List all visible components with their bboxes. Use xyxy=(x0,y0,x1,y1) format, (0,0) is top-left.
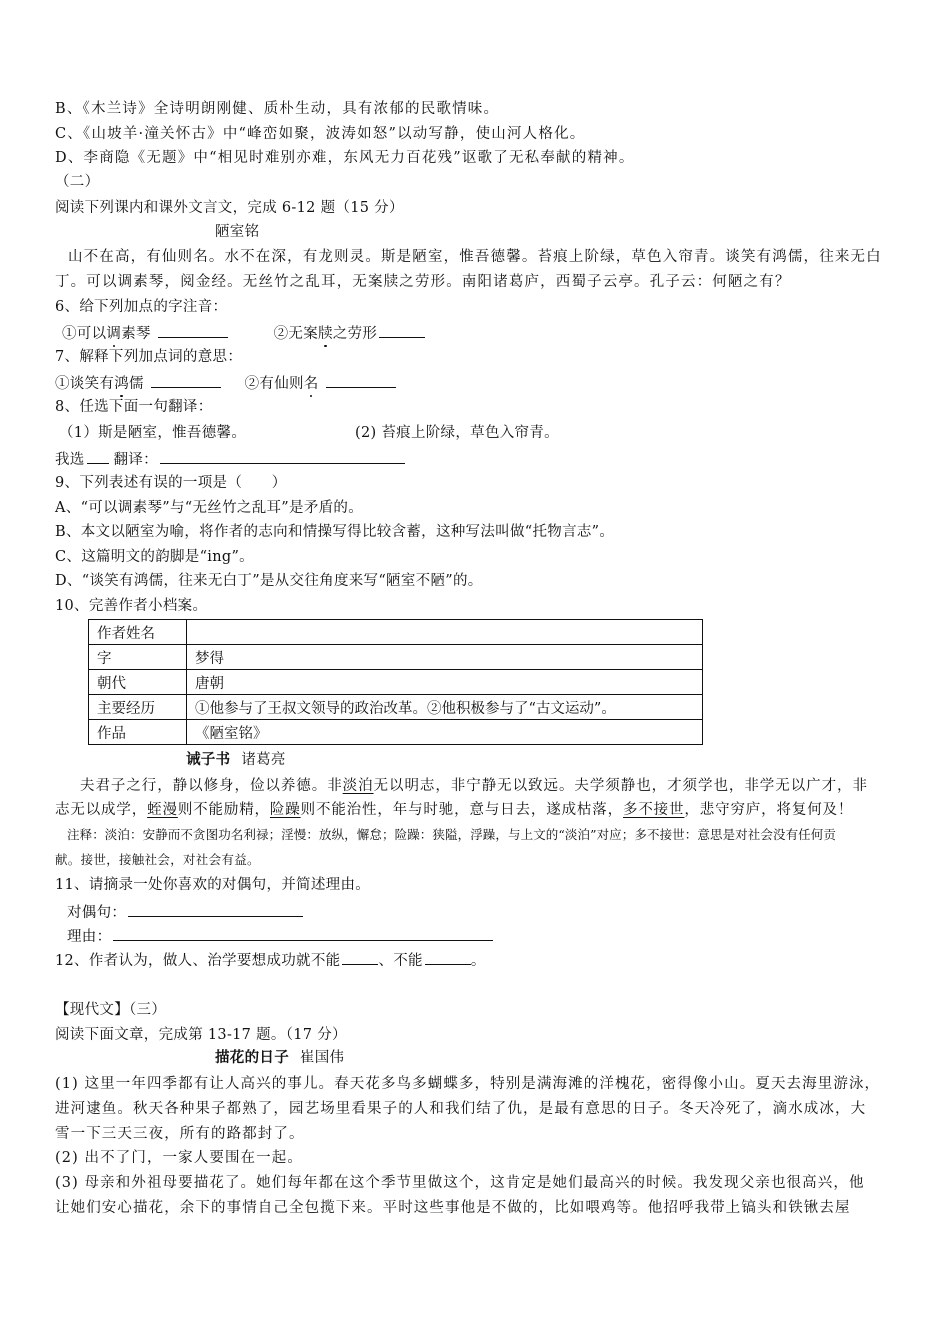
q12-mid: 、不能 xyxy=(378,953,423,969)
jiezishu-text: 无以明志，非宁静无以致远。夫学须静也，才须学也，非学无以广才，非 xyxy=(373,778,868,794)
part2-label: （二） xyxy=(55,174,100,190)
author-profile-table xyxy=(88,619,703,745)
q8-translate-blank[interactable] xyxy=(160,448,405,464)
q11-duiou xyxy=(67,901,303,923)
q11-duiou-label: 对偶句： xyxy=(67,905,127,921)
q10-stem: 10、完善作者小档案。 xyxy=(55,598,208,614)
q6-item1-post: 素琴 xyxy=(121,326,151,342)
q5-option-c: C、《山坡羊·潼关怀古》中“峰峦如聚，波涛如怒”以动写静，使山河人格化。 xyxy=(55,126,586,142)
q6-item1-pre: ①可以 xyxy=(62,326,107,342)
profile-value[interactable] xyxy=(187,620,703,645)
q6-item1-dot: 调 xyxy=(106,326,122,342)
q11-stem: 11、请摘录一处你喜欢的对偶句，并简述理由。 xyxy=(55,877,371,893)
q7-item1-post: 儒 xyxy=(129,376,144,392)
modern-p1-line-3: 雪一下三天三夜，所有的路都封了。 xyxy=(55,1126,305,1142)
jiezishu-line-2 xyxy=(55,800,853,820)
modern-p3-line-2: 让她们安心描花，余下的事情自己全包揽下来。平时这些事他是不做的，比如喂鸡等。他招呼我带上镐头和铁锹去屋 xyxy=(55,1200,851,1216)
profile-value: 梦得 xyxy=(187,645,703,670)
q12-blank-1[interactable] xyxy=(342,949,378,965)
profile-key: 作者姓名 xyxy=(89,620,187,645)
q7-item2-dot: 名 xyxy=(303,376,319,392)
profile-key: 朝代 xyxy=(89,670,187,695)
jiezishu-text: 夫君子之行，静以修身，俭以养德。非 xyxy=(80,778,343,794)
q7-item2-pre: ②有仙则 xyxy=(244,376,304,392)
q6-item2-pre: ②无案 xyxy=(273,326,318,342)
q8-translate-label: 翻译： xyxy=(113,452,158,468)
profile-value: 唐朝 xyxy=(187,670,703,695)
profile-key: 字 xyxy=(89,645,187,670)
q8-option-1: （1）斯是陋室，惟吾德馨。 xyxy=(59,425,247,441)
q6-item2-dot: 牍 xyxy=(318,326,333,342)
jiezishu-text: 则不能治性，年与时驰，意与日去，遂成枯落， xyxy=(300,802,623,818)
jiezishu-text: 则不能励精， xyxy=(177,802,270,818)
q11-reason-label: 理由： xyxy=(67,929,112,945)
q7-item1-pre: ①谈笑有 xyxy=(55,376,115,392)
q8-answer xyxy=(55,448,405,470)
part2-instruction: 阅读下列课内和课外文言文，完成 6-12 题（15 分） xyxy=(55,200,404,216)
q12-post: 。 xyxy=(470,953,486,969)
jiezishu-line-1 xyxy=(80,776,868,796)
modern-instruction: 阅读下面文章，完成第 13-17 题。（17 分） xyxy=(55,1027,347,1043)
q12-pre: 12、作者认为，做人、治学要想成功就不能 xyxy=(55,953,341,969)
jiezishu-text: ，悲守穷庐，将复何及！ xyxy=(684,802,854,818)
q8-choose-label: 我选 xyxy=(55,452,85,468)
loushiming-text-1: 山不在高，有仙则名。水不在深，有龙则灵。斯是陋室，惟吾德馨。苔痕上阶绿，草色入帘青。谈笑有鸿儒，往来无白 xyxy=(68,249,882,265)
profile-value: 《陋室铭》 xyxy=(187,720,703,745)
modern-p1-line-1: (1) 这里一年四季都有让人高兴的事儿。春天花多鸟多蝴蝶多，特别是满海滩的洋槐花，密得像小山。夏天去海里游泳， xyxy=(55,1076,881,1092)
profile-key: 作品 xyxy=(89,720,187,745)
table-row xyxy=(89,620,703,645)
q5-option-d: D、李商隐《无题》中“相见时难别亦难，东风无力百花残”讴歌了无私奉献的精神。 xyxy=(55,150,635,166)
modern-title: 描花的日子 xyxy=(215,1049,289,1066)
q11-reason xyxy=(67,925,493,947)
modern-p3-line-1: (3) 母亲和外祖母要描花了。她们每年都在这个季节里做这个，这肯定是她们最高兴的时候。我发现父亲也很高兴，他 xyxy=(55,1175,865,1191)
q12-blank-2[interactable] xyxy=(425,949,471,965)
q9-option-a: A、“可以调素琴”与“无丝竹之乱耳”是矛盾的。 xyxy=(55,500,364,516)
modern-author: 崔国伟 xyxy=(299,1050,345,1066)
modern-label: 【现代文】（三） xyxy=(55,1002,167,1018)
modern-heading xyxy=(215,1048,344,1068)
jiezishu-underlined: 险躁 xyxy=(269,802,301,818)
profile-value: ①他参与了王叔文领导的政治改革。②他积极参与了“古文运动”。 xyxy=(187,695,703,720)
q8-choice-blank[interactable] xyxy=(87,448,109,464)
q7-stem: 7、解释下列加点词的意思： xyxy=(55,349,243,365)
q6-item2-blank[interactable] xyxy=(379,322,425,338)
loushiming-title: 陋室铭 xyxy=(215,224,260,240)
q9-option-d: D、“谈笑有鸿儒，往来无白丁”是从交往角度来写“陋室不陋”的。 xyxy=(55,573,483,589)
q11-duiou-blank[interactable] xyxy=(128,901,303,917)
jiezishu-underlined: 多不接世 xyxy=(622,802,685,818)
jiezishu-note-1: 注释：淡泊：安静而不贪图功名利禄；淫慢：放纵，懈怠；险躁：狭隘，浮躁，与上文的“淡泊”对应；多不接世：意思是对社会没有任何贡 xyxy=(67,827,836,842)
q9-option-b: B、本文以陋室为喻，将作者的志向和情操写得比较含蓄，这种写法叫做“托物言志”。 xyxy=(55,524,615,540)
jiezishu-underlined: 淡泊 xyxy=(342,778,374,794)
q9-stem: 9、下列表述有误的一项是（ ） xyxy=(55,475,287,491)
q7-items xyxy=(55,372,396,394)
jiezishu-text: 志无以成学， xyxy=(55,802,148,818)
table-row xyxy=(89,670,703,695)
q7-item1-dot: 鸿 xyxy=(114,376,130,392)
jiezishu-underlined: 蛭漫 xyxy=(147,802,178,818)
loushiming-text-2: 丁。可以调素琴，阅金经。无丝竹之乱耳，无案牍之劳形。南阳诸葛庐，西蜀子云亭。孔子云：何陋之有？ xyxy=(55,274,791,290)
jiezishu-heading xyxy=(186,750,286,770)
table-row xyxy=(89,720,703,745)
jiezishu-author: 诸葛亮 xyxy=(241,752,286,768)
q12 xyxy=(55,949,486,971)
q8-option-2: (2) 苔痕上阶绿，草色入帘青。 xyxy=(355,425,559,441)
q7-item1-blank[interactable] xyxy=(151,372,221,388)
table-row xyxy=(89,695,703,720)
modern-p2: (2) 出不了门，一家人要围在一起。 xyxy=(55,1150,303,1166)
jiezishu-title: 诫子书 xyxy=(186,751,231,768)
q7-item2-blank[interactable] xyxy=(326,372,396,388)
q6-item1-blank[interactable] xyxy=(158,322,228,338)
q11-reason-blank[interactable] xyxy=(113,925,493,941)
profile-key: 主要经历 xyxy=(89,695,187,720)
q5-option-b: B、《木兰诗》全诗明朗刚健、质朴生动，具有浓郁的民歌情味。 xyxy=(55,101,500,117)
table-row xyxy=(89,645,703,670)
q8-stem: 8、任选下面一句翻译： xyxy=(55,399,213,415)
q9-option-c: C、这篇明文的韵脚是“ing”。 xyxy=(55,549,254,565)
q6-stem: 6、给下列加点的字注音： xyxy=(55,299,228,315)
modern-p1-line-2: 进河逮鱼。秋天各种果子都熟了，园艺场里看果子的人和我们结了仇，是最有意思的日子。冬天冷死了，滴水成冰，大 xyxy=(55,1101,867,1117)
q6-item2-post: 之劳形 xyxy=(332,326,378,342)
q6-items xyxy=(62,322,425,344)
jiezishu-note-2: 献。接世，接触社会，对社会有益。 xyxy=(55,852,260,867)
